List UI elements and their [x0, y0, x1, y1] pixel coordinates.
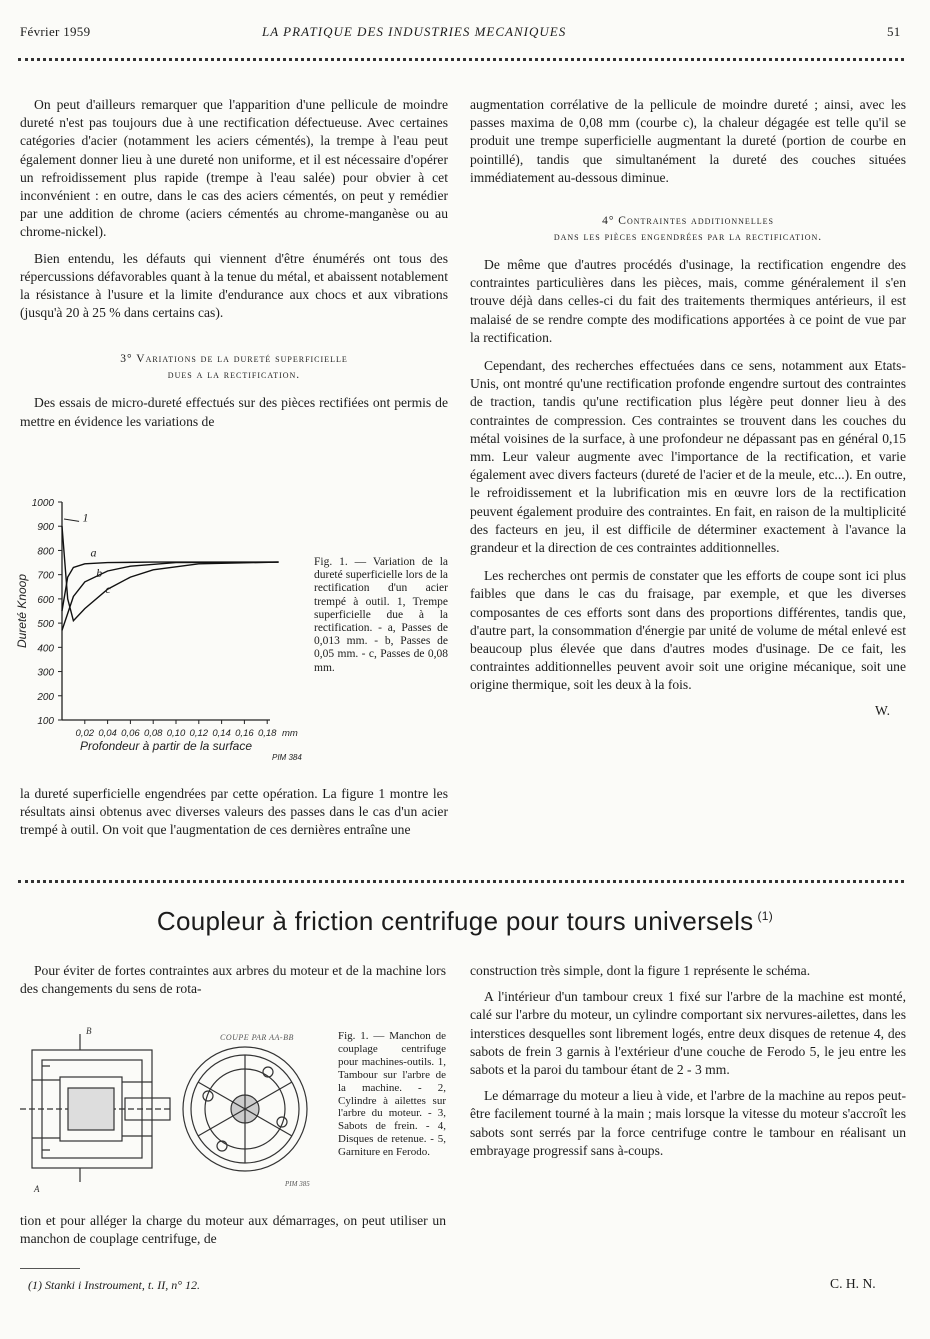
paragraph: Pour éviter de fortes contraintes aux arbres du moteur et de la machine lors des changements du sens de rota-: [20, 963, 446, 997]
x-tick-label: 0,10: [166, 728, 186, 739]
article1-right-column: [470, 96, 906, 719]
paragraph: De même que d'autres procédés d'usinage, la rectification engendre des contraintes particulières dans les pièces, mais, comme généralement il s'en trouve déjà dans celles-ci du fait des traitements thermiques antérieurs, il est malaisé de se rendre compte des modifications apportées à ce point de vue par la rectification.: [470, 257, 906, 345]
y-tick-label: 600: [37, 594, 54, 606]
paragraph: On peut d'ailleurs remarquer que l'apparition d'une pellicule de moindre dureté n'est pas toujours due à une rectification défectueuse. Avec certaines catégories d'acier (notamment les aciers cémentés), la trempe à l'eau peut également donner lieu à une dureté non uniforme, et il est nécessaire d'opérer un refroidissement plus rapide (trempe à l'eau salée) pour obvier à cet inconvénient : en outre, dans le cas des aciers cémentés, on peut y remédier par une addition de chrome (aciers cémentés au chrome-manganèse ou au chrome-nickel).: [20, 97, 448, 240]
x-tick-label: 0,02: [75, 728, 95, 739]
series-line-b: [62, 562, 279, 630]
drawing-label-b: B: [86, 1026, 92, 1036]
annotation-b: b: [96, 566, 103, 581]
signature: W.: [875, 702, 890, 718]
article2-signature: C. H. N.: [830, 1276, 876, 1291]
y-tick-label: 400: [37, 643, 54, 655]
plate-reference: PIM 384: [272, 753, 302, 762]
x-tick-label: 0,16: [235, 728, 254, 739]
y-tick-label: 200: [37, 691, 54, 703]
section-heading-line: 4° Contraintes additionnelles: [602, 215, 774, 228]
section-heading-3: [20, 351, 448, 383]
annotation-c: c: [105, 581, 111, 596]
hardness-depth-chart: [0, 488, 310, 773]
x-tick-label: 0,14: [212, 728, 231, 739]
paragraph: tion et pour alléger la charge du moteur aux démarrages, on peut utiliser un manchon de couplage centrifuge, de: [20, 1213, 446, 1247]
y-tick-label: 900: [37, 522, 54, 534]
series-line-c: [62, 526, 279, 621]
article1-left-column-bottom: [20, 785, 448, 840]
drawing-section-label: COUPE PAR AA-BB: [220, 1033, 294, 1042]
article2-title-text: Coupleur à friction centrifuge pour tours universels: [156, 906, 754, 936]
annotation-arrow-1: [64, 519, 79, 521]
figure2-caption: Fig. 1. — Manchon de couplage centrifuge pour machines-outils. 1, Tambour sur l'arbre de la machine. - 2, Cylindre à ailettes sur l'arbre du moteur. - 3, Sabots de frein. - 4, Disques de retenue. - 5, Garniture en Ferodo.: [338, 1030, 446, 1159]
figure1-caption: Fig. 1. — Variation de la dureté superficielle lors de la rectification d'un acier trempé à outil. 1, Trempe superficielle due à la rectification. - a, Passes de 0,013 mm. - b, Passes de 0,05 mm. - c, Passes de 0,08 mm.: [314, 556, 448, 674]
footnote-rule: [20, 1268, 80, 1269]
article1-left-column: [20, 96, 448, 431]
article2-left-top: [20, 962, 446, 998]
running-header-journal: LA PRATIQUE DES INDUSTRIES MECANIQUES: [262, 24, 567, 39]
annotation-a: a: [90, 545, 97, 560]
x-tick-label: 0,06: [121, 728, 140, 739]
section-heading-line: dans les pièces engendrées par la rectification.: [553, 231, 823, 244]
page-number: 51: [887, 24, 901, 39]
paragraph: Cependant, des recherches effectuées dans ce sens, notamment aux Etats-Unis, ont montré qu'une rectification profonde engendre surtout des contraintes de traction, tandis qu'une rectification plus légère peut donner lieu à des contraintes de compression. Ces contraintes se trouvent dans les couches du métal voisines de la surface, à une profondeur ne dépassant pas en général 0,15 mm. Leur valeur augmente avec l'importance de la rectification, et varie également avec divers facteurs (dureté de l'acier et de la meule, etc...). En outre, le refroidissement et la lubrification mis en œuvre lors de la rectification peuvent également produire des contraintes. En fait, en raison de la multiplicité des facteurs en jeu, il est difficile de déterminer exactement à l'avance la grandeur et la direction de ces contraintes additionnelles.: [470, 358, 906, 556]
paragraph: la dureté superficielle engendrées par cette opération. La figure 1 montre les résultats ainsi obtenus avec diverses valeurs des passes dans le cas d'un acier trempé à outil. On voit que l'augmentation de ces dernières entraîne une: [20, 786, 448, 838]
paragraph: Le démarrage du moteur a lieu à vide, et l'arbre de la machine au repos peut-être facilement tourné à la main ; mais lorsque la vitesse du moteur s'accroît les sabots sont serrés par la force centrifuge contre le tambour en réalisant un embrayage progressif sans à-coups.: [470, 1088, 906, 1158]
y-tick-label: 300: [37, 667, 54, 679]
paragraph: augmentation corrélative de la pellicule de moindre dureté ; ainsi, avec les passes maxima de 0,08 mm (courbe c), la chaleur dégagée est telle qu'il se produit une trempe superficielle augmentant la dureté (portion de courbe en pointillé), tandis que simultanément la dureté des couches situées immédiatement au-dessous diminue.: [470, 97, 906, 185]
section-heading-line: 3° Variations de la dureté superficielle: [120, 353, 348, 366]
series-line-a: [62, 562, 279, 611]
y-tick-label: 700: [37, 570, 54, 582]
article-separator-rule: [18, 880, 904, 883]
running-header-date: Février 1959: [20, 24, 91, 39]
title-footnote-marker: (1): [757, 909, 774, 924]
coupling-drawing: [20, 1022, 320, 1194]
paragraph: construction très simple, dont la figure 1 représente le schéma.: [470, 963, 811, 978]
section-heading-line: dues a la rectification.: [167, 369, 301, 382]
x-tick-label: 0,18: [257, 728, 277, 739]
paragraph: A l'intérieur d'un tambour creux 1 fixé sur l'arbre de la machine est monté, calé sur l'arbre du moteur, un cylindre comportant six nervures-ailettes, dans les interstices desquelles sont librement logés, entre deux disques de retenue 4, des sabots de frein 3 garnis à l'extérieur d'une couche de Ferodo 5, le jeu entre les sabots et la paroi du tambour étant de 2 - 3 mm.: [470, 989, 906, 1078]
paragraph: Les recherches ont permis de constater que les efforts de coupe sont ici plus faibles que dans le cas du fraisage, par exemple, et que les diverses composantes de ces efforts sont dans des proportions différentes, tandis que, d'autre part, la consommation d'énergie par unité de volume de métal enlevé est beaucoup plus élevée que dans d'autres modes d'usinage. De ce fait, les contraintes additionnelles peuvent avoir soit une origine mécanique, soit une origine thermique, soit les deux à la fois.: [470, 568, 906, 693]
y-tick-label: 500: [37, 619, 54, 631]
header-rule: [18, 58, 904, 61]
article2-left-bottom: [20, 1212, 446, 1248]
footnote: (1) Stanki i Instroument, t. II, n° 12.: [28, 1278, 200, 1292]
x-tick-label: 0,08: [143, 728, 163, 739]
drawing-ref-label: PIM 385: [285, 1180, 310, 1188]
y-tick-label: 100: [37, 716, 54, 727]
y-axis-label: Dureté Knoop: [15, 573, 29, 649]
annotation-1: 1: [82, 510, 89, 525]
y-tick-label: 800: [37, 546, 54, 558]
y-tick-label: 1000: [31, 498, 54, 509]
drawing-label-a: A: [34, 1184, 40, 1194]
section-heading-4: [470, 213, 906, 245]
x-unit-label: mm: [282, 728, 298, 739]
article2-right-column: [470, 962, 906, 1160]
x-axis-label: Profondeur à partir de la surface: [79, 739, 253, 753]
x-tick-label: 0,04: [98, 728, 117, 739]
paragraph: Bien entendu, les défauts qui viennent d'être énumérés ont tous des répercussions défavorables quant à la tenue du métal, et abaissent notablement la résistance à l'usure et la limite d'endurance aux chocs et aux vibrations (jusqu'à 20 à 25 % dans certains cas).: [20, 250, 448, 321]
article2-title: [0, 906, 930, 937]
x-tick-label: 0,12: [189, 728, 209, 739]
paragraph: Des essais de micro-dureté effectués sur des pièces rectifiées ont permis de mettre en évidence les variations de: [20, 395, 448, 429]
